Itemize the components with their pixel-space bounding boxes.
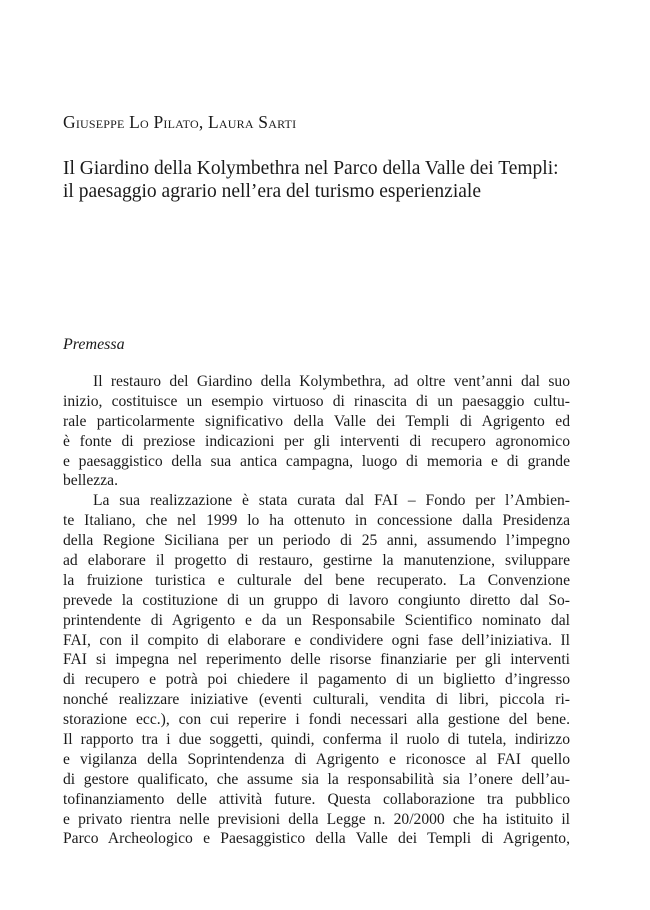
article-title-line-2: il paesaggio agrario nell’era del turismo esperienziale — [63, 181, 481, 202]
body-line: Il restauro del Giardino della Kolymbethra, ad oltre vent’anni dal suo — [93, 373, 570, 390]
body-line: FAI si impegna nel reperimento delle risorse finanziarie per gli interventi — [63, 651, 570, 669]
body-line: ad elaborare il progetto di restauro, gestirne la manutenzione, sviluppare — [63, 552, 570, 570]
body-line: della Regione Siciliana per un periodo di 25 anni, assumendo l’impegno — [63, 532, 570, 550]
article-title — [63, 157, 583, 203]
body-line: inizio, costituisce un esempio virtuoso di rinascita di un paesaggio cultu- — [63, 392, 570, 410]
body-line: è fonte di preziose indicazioni per gli interventi di recupero agronomico — [63, 432, 570, 450]
body-line: prevede la costituzione di un gruppo di lavoro congiunto diretto dal So- — [63, 591, 570, 609]
body-line: e privato rientra nelle previsioni della Legge n. 20/2000 che ha istituito il — [63, 810, 570, 828]
body-line: FAI, con il compito di elaborare e condividere ogni fase dell’iniziativa. Il — [63, 631, 570, 649]
body-line: e paesaggistico della sua antica campagna, luogo di memoria e di grande — [63, 452, 570, 470]
body-line: La sua realizzazione è stata curata dal FAI – Fondo per l’Ambien- — [93, 492, 570, 510]
body-line: Parco Archeologico e Paesaggistico della Valle dei Templi di Agrigento, — [63, 830, 570, 848]
body-line: di gestore qualificato, che assume sia la responsabilità sia l’onere dell’au- — [63, 770, 570, 788]
body-line: printendente di Agrigento e da un Responsabile Scientifico nominato dal — [63, 611, 570, 629]
body-line: nonché realizzare iniziative (eventi culturali, vendita di libri, piccola ri- — [63, 691, 570, 709]
body-line: rale particolarmente significativo della Valle dei Templi di Agrigento ed — [63, 412, 570, 430]
body-line: Il rapporto tra i due soggetti, quindi, conferma il ruolo di tutela, indirizzo — [63, 731, 570, 749]
article-authors: Giuseppe Lo Pilato, Laura Sarti — [63, 112, 297, 132]
body-line: te Italiano, che nel 1999 lo ha ottenuto in concessione dalla Presidenza — [63, 512, 570, 530]
article-title-line-1: Il Giardino della Kolymbethra nel Parco della Valle dei Templi: — [63, 158, 559, 179]
body-line: tofinanziamento delle attività future. Questa collaborazione tra pubblico — [63, 790, 570, 808]
body-line: bellezza. — [63, 472, 118, 490]
body-line: di recupero e potrà poi chiedere il pagamento di un biglietto d’ingresso — [63, 671, 570, 689]
body-line: e vigilanza della Soprintendenza di Agrigento e riconosce al FAI quello — [63, 750, 570, 768]
section-heading: Premessa — [63, 336, 125, 353]
body-line: la fruizione turistica e culturale del bene recuperato. La Convenzione — [63, 571, 570, 589]
body-text — [63, 372, 570, 849]
body-line: storazione ecc.), con cui reperire i fondi necessari alla gestione del bene. — [63, 711, 570, 729]
